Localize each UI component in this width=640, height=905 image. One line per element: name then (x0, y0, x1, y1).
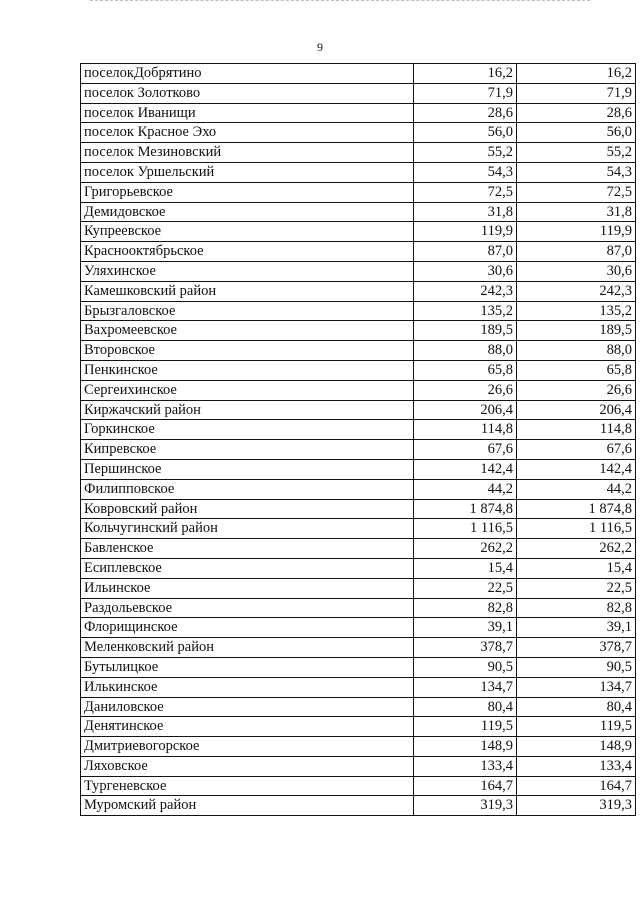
amount-cell: 262,2 (414, 539, 517, 559)
table-row (81, 341, 636, 361)
amount-total-cell: 378,7 (517, 638, 636, 658)
amount-cell: 119,9 (414, 222, 517, 242)
amount-total-cell: 164,7 (517, 776, 636, 796)
amount-cell: 164,7 (414, 776, 517, 796)
table-row (81, 380, 636, 400)
amount-total-cell: 56,0 (517, 123, 636, 143)
amount-cell: 134,7 (414, 677, 517, 697)
table-row (81, 321, 636, 341)
scan-top-edge (90, 0, 590, 2)
table-row (81, 618, 636, 638)
table-row (81, 776, 636, 796)
amount-total-cell: 44,2 (517, 479, 636, 499)
municipality-name-cell: Есиплевское (81, 558, 414, 578)
table-row (81, 677, 636, 697)
municipality-name-cell: Кольчугинский район (81, 519, 414, 539)
table-row (81, 400, 636, 420)
amount-cell: 90,5 (414, 657, 517, 677)
amount-cell: 56,0 (414, 123, 517, 143)
table-row (81, 420, 636, 440)
amount-cell: 88,0 (414, 341, 517, 361)
municipality-name-cell: Муромский район (81, 796, 414, 816)
amount-cell: 39,1 (414, 618, 517, 638)
table-row (81, 281, 636, 301)
table-body (81, 64, 636, 816)
table-row (81, 222, 636, 242)
table-row (81, 64, 636, 84)
table-row (81, 459, 636, 479)
municipality-name-cell: Дмитриевогорское (81, 737, 414, 757)
table-row (81, 143, 636, 163)
budget-table (80, 63, 636, 816)
table-row (81, 697, 636, 717)
municipality-name-cell: Уляхинское (81, 261, 414, 281)
amount-total-cell: 189,5 (517, 321, 636, 341)
municipality-name-cell: поселок Уршельский (81, 162, 414, 182)
table-row (81, 301, 636, 321)
amount-total-cell: 28,6 (517, 103, 636, 123)
table-row (81, 657, 636, 677)
amount-cell: 119,5 (414, 717, 517, 737)
municipality-name-cell: Даниловское (81, 697, 414, 717)
amount-cell: 54,3 (414, 162, 517, 182)
municipality-name-cell: Ильинское (81, 578, 414, 598)
amount-cell: 65,8 (414, 360, 517, 380)
amount-cell: 1 874,8 (414, 499, 517, 519)
table-row (81, 440, 636, 460)
amount-cell: 71,9 (414, 83, 517, 103)
municipality-name-cell: Раздольевское (81, 598, 414, 618)
municipality-name-cell: Илькинское (81, 677, 414, 697)
amount-total-cell: 148,9 (517, 737, 636, 757)
amount-total-cell: 119,9 (517, 222, 636, 242)
amount-cell: 72,5 (414, 182, 517, 202)
table-row (81, 499, 636, 519)
amount-cell: 44,2 (414, 479, 517, 499)
amount-cell: 206,4 (414, 400, 517, 420)
table-row (81, 103, 636, 123)
amount-total-cell: 119,5 (517, 717, 636, 737)
amount-cell: 26,6 (414, 380, 517, 400)
table-row (81, 123, 636, 143)
amount-total-cell: 319,3 (517, 796, 636, 816)
table-row (81, 162, 636, 182)
amount-total-cell: 90,5 (517, 657, 636, 677)
municipality-name-cell: Кипревское (81, 440, 414, 460)
table-row (81, 479, 636, 499)
amount-total-cell: 55,2 (517, 143, 636, 163)
table-row (81, 182, 636, 202)
page-number: 9 (317, 40, 323, 54)
amount-total-cell: 88,0 (517, 341, 636, 361)
amount-total-cell: 26,6 (517, 380, 636, 400)
table-row (81, 638, 636, 658)
amount-total-cell: 242,3 (517, 281, 636, 301)
table-row (81, 796, 636, 816)
table-row (81, 261, 636, 281)
amount-cell: 28,6 (414, 103, 517, 123)
amount-total-cell: 80,4 (517, 697, 636, 717)
amount-total-cell: 22,5 (517, 578, 636, 598)
municipality-name-cell: поселок Красное Эхо (81, 123, 414, 143)
amount-total-cell: 30,6 (517, 261, 636, 281)
amount-total-cell: 1 874,8 (517, 499, 636, 519)
municipality-name-cell: Филипповское (81, 479, 414, 499)
municipality-name-cell: Краснооктябрьское (81, 242, 414, 262)
amount-cell: 30,6 (414, 261, 517, 281)
table-row (81, 539, 636, 559)
amount-total-cell: 114,8 (517, 420, 636, 440)
amount-cell: 142,4 (414, 459, 517, 479)
amount-total-cell: 16,2 (517, 64, 636, 84)
municipality-name-cell: поселок Мезиновский (81, 143, 414, 163)
table-row (81, 519, 636, 539)
table-row (81, 202, 636, 222)
municipality-name-cell: Флорищинское (81, 618, 414, 638)
amount-cell: 80,4 (414, 697, 517, 717)
amount-cell: 22,5 (414, 578, 517, 598)
table-row (81, 558, 636, 578)
amount-total-cell: 262,2 (517, 539, 636, 559)
amount-total-cell: 72,5 (517, 182, 636, 202)
amount-total-cell: 87,0 (517, 242, 636, 262)
amount-cell: 55,2 (414, 143, 517, 163)
municipality-name-cell: Киржачский район (81, 400, 414, 420)
municipality-name-cell: Вахромеевское (81, 321, 414, 341)
table-row (81, 756, 636, 776)
amount-cell: 15,4 (414, 558, 517, 578)
municipality-name-cell: Брызгаловское (81, 301, 414, 321)
amount-cell: 319,3 (414, 796, 517, 816)
municipality-name-cell: Тургеневское (81, 776, 414, 796)
amount-cell: 135,2 (414, 301, 517, 321)
municipality-name-cell: Демидовское (81, 202, 414, 222)
municipality-name-cell: Денятинское (81, 717, 414, 737)
municipality-name-cell: Ковровский район (81, 499, 414, 519)
amount-total-cell: 71,9 (517, 83, 636, 103)
amount-cell: 148,9 (414, 737, 517, 757)
amount-cell: 114,8 (414, 420, 517, 440)
municipality-name-cell: поселок Золотково (81, 83, 414, 103)
table-row (81, 360, 636, 380)
table-row (81, 737, 636, 757)
municipality-name-cell: Григорьевское (81, 182, 414, 202)
amount-total-cell: 54,3 (517, 162, 636, 182)
municipality-name-cell: поселокДобрятино (81, 64, 414, 84)
amount-cell: 242,3 (414, 281, 517, 301)
table-row (81, 242, 636, 262)
municipality-name-cell: Меленковский район (81, 638, 414, 658)
municipality-name-cell: Ляховское (81, 756, 414, 776)
amount-total-cell: 15,4 (517, 558, 636, 578)
municipality-name-cell: Бавленское (81, 539, 414, 559)
municipality-name-cell: Сергеихинское (81, 380, 414, 400)
municipality-name-cell: Бутылицкое (81, 657, 414, 677)
amount-total-cell: 1 116,5 (517, 519, 636, 539)
amount-total-cell: 82,8 (517, 598, 636, 618)
amount-total-cell: 65,8 (517, 360, 636, 380)
amount-cell: 67,6 (414, 440, 517, 460)
amount-total-cell: 135,2 (517, 301, 636, 321)
amount-cell: 133,4 (414, 756, 517, 776)
municipality-name-cell: Купреевское (81, 222, 414, 242)
table-row (81, 83, 636, 103)
municipality-name-cell: Второвское (81, 341, 414, 361)
municipality-name-cell: поселок Иванищи (81, 103, 414, 123)
amount-total-cell: 133,4 (517, 756, 636, 776)
amount-cell: 378,7 (414, 638, 517, 658)
amount-cell: 87,0 (414, 242, 517, 262)
amount-cell: 16,2 (414, 64, 517, 84)
municipality-name-cell: Камешковский район (81, 281, 414, 301)
table-row (81, 598, 636, 618)
municipality-name-cell: Першинское (81, 459, 414, 479)
municipality-name-cell: Пенкинское (81, 360, 414, 380)
municipality-name-cell: Горкинское (81, 420, 414, 440)
table-row (81, 578, 636, 598)
amount-cell: 1 116,5 (414, 519, 517, 539)
amount-total-cell: 206,4 (517, 400, 636, 420)
table-row (81, 717, 636, 737)
amount-cell: 82,8 (414, 598, 517, 618)
amount-total-cell: 134,7 (517, 677, 636, 697)
amount-total-cell: 142,4 (517, 459, 636, 479)
amount-cell: 31,8 (414, 202, 517, 222)
amount-total-cell: 39,1 (517, 618, 636, 638)
amount-total-cell: 31,8 (517, 202, 636, 222)
amount-total-cell: 67,6 (517, 440, 636, 460)
amount-cell: 189,5 (414, 321, 517, 341)
